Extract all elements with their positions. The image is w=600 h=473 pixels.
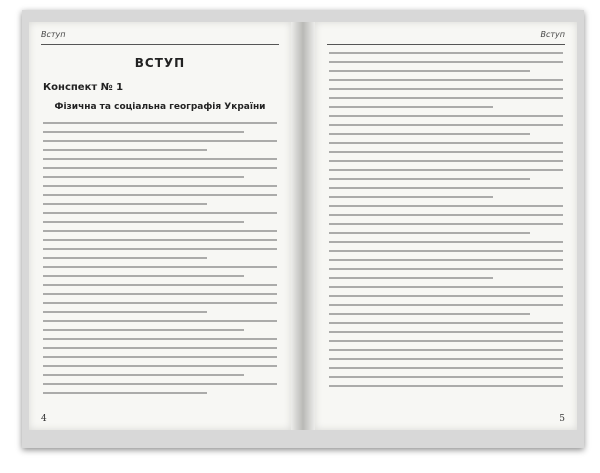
header-rule (41, 44, 279, 45)
book-gutter (291, 22, 315, 430)
body-text-block (329, 52, 563, 394)
page-number: 4 (41, 414, 47, 424)
left-page (29, 22, 291, 430)
subtitle: Фізична та соціальна географія України (54, 102, 266, 112)
body-text-block (43, 122, 277, 401)
lesson-title: Конспект № 1 (43, 82, 124, 93)
right-page (315, 22, 577, 430)
running-head: Вступ (540, 30, 565, 39)
chapter-title: ВСТУП (134, 56, 186, 70)
page-number: 5 (559, 414, 565, 424)
running-head: Вступ (41, 30, 66, 39)
open-book (22, 10, 584, 448)
header-rule (327, 44, 565, 45)
